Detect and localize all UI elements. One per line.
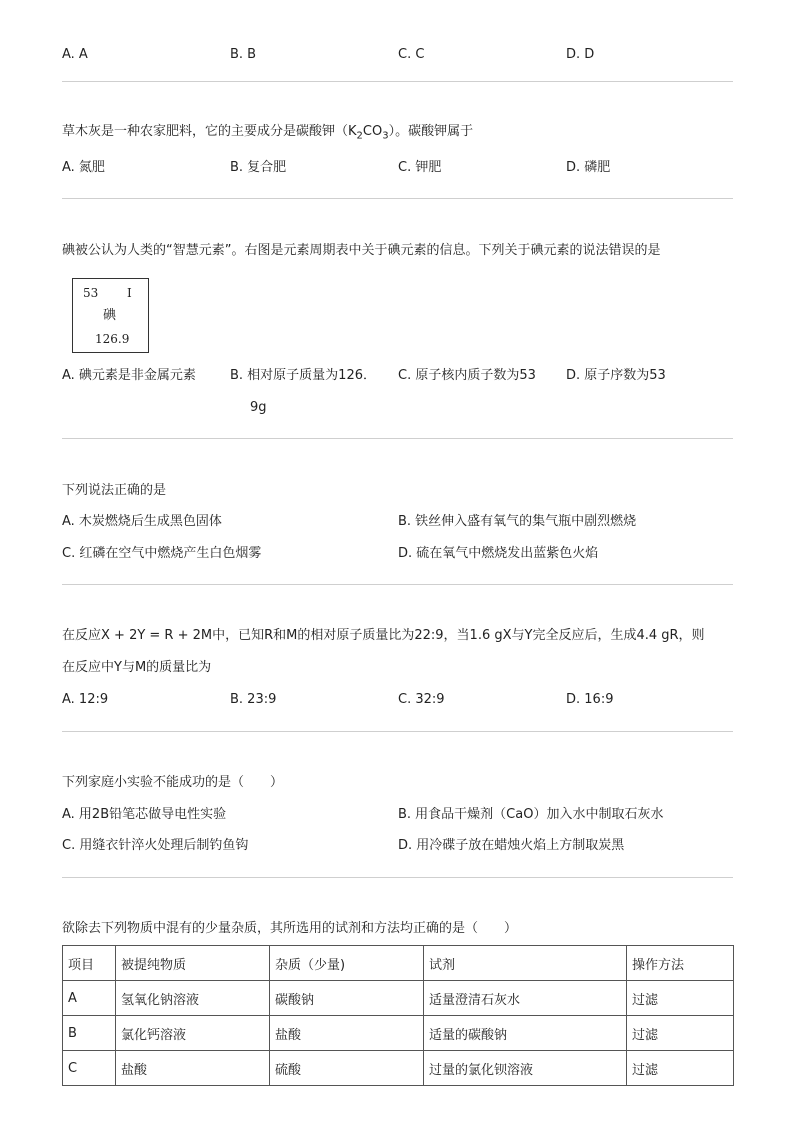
table-cell: 氯化钙溶液 bbox=[116, 1016, 270, 1051]
table-cell: A bbox=[63, 981, 116, 1016]
stem-text: ）。碳酸钾属于 bbox=[388, 124, 474, 139]
header-cell: 试剂 bbox=[424, 946, 627, 981]
option-d: D. D bbox=[566, 47, 595, 62]
option-a: A. 氮肥 bbox=[62, 160, 105, 175]
option-c: C. C bbox=[398, 47, 425, 62]
subscript: 3 bbox=[382, 130, 389, 142]
table-row bbox=[63, 1016, 734, 1051]
divider bbox=[62, 584, 733, 585]
question-stem-line1: 在反应X + 2Y = R + 2M中，已知R和M的相对原子质量比为22:9，当1.6 gX与Y完全反应后，生成4.4 gR，则 bbox=[62, 628, 705, 643]
table-cell: 适量的碳酸钠 bbox=[424, 1016, 627, 1051]
question-stem-line2: 在反应中Y与M的质量比为 bbox=[62, 660, 212, 675]
option-a: A. A bbox=[62, 47, 88, 62]
option-a: A. 用2B铅笔芯做导电性实验 bbox=[62, 807, 227, 822]
divider bbox=[62, 731, 733, 732]
option-b: B. 相对原子质量为126． bbox=[230, 368, 376, 383]
table-cell: 适量澄清石灰水 bbox=[424, 981, 627, 1016]
option-d: D. 16:9 bbox=[566, 692, 614, 707]
option-b: B. 复合肥 bbox=[230, 160, 287, 175]
option-b-continued: 9g bbox=[250, 400, 267, 415]
element-name: 碘 bbox=[103, 308, 117, 323]
question-stem: 下列说法正确的是 bbox=[62, 483, 167, 498]
option-c: C. 32:9 bbox=[398, 692, 445, 707]
divider bbox=[62, 438, 733, 439]
header-cell: 杂质（少量) bbox=[270, 946, 424, 981]
option-d: D. 硫在氧气中燃烧发出蓝紫色火焰 bbox=[398, 546, 599, 561]
table-cell: 碳酸钠 bbox=[270, 981, 424, 1016]
option-d: D. 原子序数为53 bbox=[566, 368, 666, 383]
option-b: B. 23:9 bbox=[230, 692, 277, 707]
table-cell: 过滤 bbox=[627, 1016, 734, 1051]
option-b: B. 用食品干燥剂（CaO）加入水中制取石灰水 bbox=[398, 807, 664, 822]
option-b: B. 铁丝伸入盛有氧气的集气瓶中剧烈燃烧 bbox=[398, 514, 637, 529]
stem-text: 草木灰是一种农家肥料，它的主要成分是碳酸钾（K bbox=[62, 124, 357, 139]
option-d: D. 用冷碟子放在蜡烛火焰上方制取炭黑 bbox=[398, 838, 625, 853]
header-cell: 项目 bbox=[63, 946, 116, 981]
question-stem: 欲除去下列物质中混有的少量杂质，其所选用的试剂和方法均正确的是（ ） bbox=[62, 921, 518, 936]
question-stem bbox=[62, 125, 473, 142]
table-cell: 过滤 bbox=[627, 981, 734, 1016]
table-row bbox=[63, 1051, 734, 1086]
table-cell: 硫酸 bbox=[270, 1051, 424, 1086]
impurity-table bbox=[62, 945, 734, 1086]
divider bbox=[62, 81, 733, 82]
option-c: C. 用缝衣针淬火处理后制钓鱼钩 bbox=[62, 838, 249, 853]
atomic-mass: 126.9 bbox=[95, 332, 130, 346]
option-d: D. 磷肥 bbox=[566, 160, 611, 175]
question-stem: 碘被公认为人类的“智慧元素”。右图是元素周期表中关于碘元素的信息。下列关于碘元素的说法错误的是 bbox=[62, 243, 661, 258]
divider bbox=[62, 198, 733, 199]
option-a: A. 12:9 bbox=[62, 692, 109, 707]
table-cell: 氢氧化钠溶液 bbox=[116, 981, 270, 1016]
option-a: A. 木炭燃烧后生成黑色固体 bbox=[62, 514, 222, 529]
table-header-row bbox=[63, 946, 734, 981]
table-cell: C bbox=[63, 1051, 116, 1086]
divider bbox=[62, 877, 733, 878]
table-row bbox=[63, 981, 734, 1016]
option-a: A. 碘元素是非金属元素 bbox=[62, 368, 196, 383]
periodic-element-card bbox=[72, 278, 149, 353]
table-cell: B bbox=[63, 1016, 116, 1051]
stem-text: CO bbox=[362, 124, 383, 139]
table-cell: 盐酸 bbox=[116, 1051, 270, 1086]
option-c: C. 钾肥 bbox=[398, 160, 442, 175]
subscript: 2 bbox=[356, 130, 363, 142]
table-cell: 过量的氯化钡溶液 bbox=[424, 1051, 627, 1086]
option-c: C. 原子核内质子数为53 bbox=[398, 368, 536, 383]
atomic-number: 53 bbox=[83, 286, 99, 300]
table-cell: 盐酸 bbox=[270, 1016, 424, 1051]
option-c: C. 红磷在空气中燃烧产生白色烟雾 bbox=[62, 546, 262, 561]
question-stem: 下列家庭小实验不能成功的是（ ） bbox=[62, 775, 284, 790]
option-b: B. B bbox=[230, 47, 257, 62]
element-symbol: I bbox=[127, 286, 132, 300]
header-cell: 操作方法 bbox=[627, 946, 734, 981]
header-cell: 被提纯物质 bbox=[116, 946, 270, 981]
table-cell: 过滤 bbox=[627, 1051, 734, 1086]
